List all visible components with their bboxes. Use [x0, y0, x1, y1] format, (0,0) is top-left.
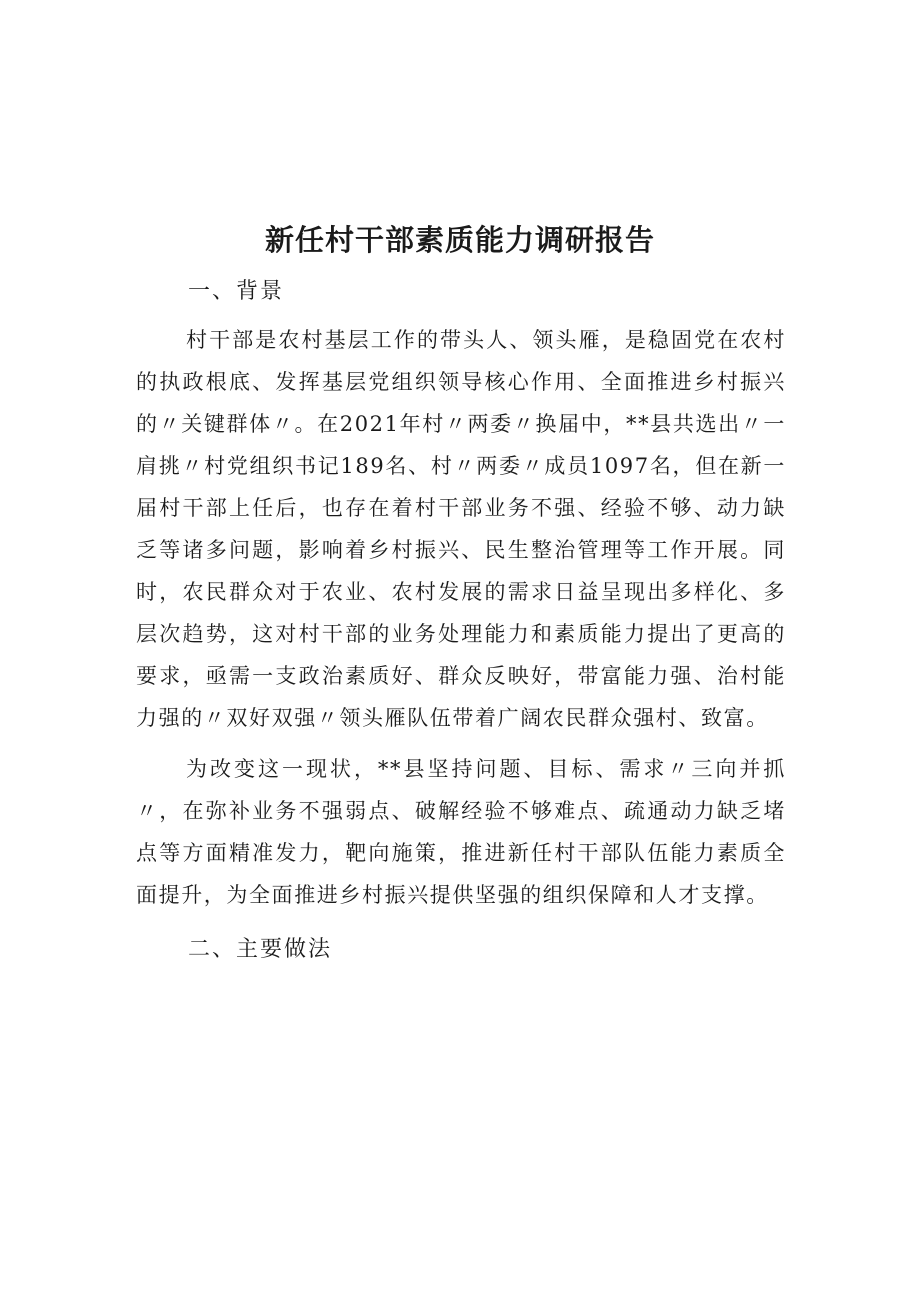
paragraph-response: 为改变这一现状，**县坚持问题、目标、需求〃三向并抓〃，在弥补业务不强弱点、破解经验不够难点、疏通动力缺乏堵点等方面精准发力，靶向施策，推进新任村干部队伍能力素质全面提升，为全面推进乡村振兴提供坚强的组织保障和人才支撑。 — [136, 757, 786, 907]
document-title: 新任村干部素质能力调研报告 — [264, 223, 655, 257]
section-heading-background: 一、背景 — [188, 279, 285, 304]
paragraph-background: 村干部是农村基层工作的带头人、领头雁，是稳固党在农村的执政根底、发挥基层党组织领导核心作用、全面推进乡村振兴的〃关键群体〃。在2021年村〃两委〃换届中，**县共选出〃一肩挑〃村党组织书记189名、村〃两委〃成员1097名，但在新一届村干部上任后，也存在着村干部业务不强、经验不够、动力缺乏等诸多问题，影响着乡村振兴、民生整治管理等工作开展。同时，农民群众对于农业、农村发展的需求日益呈现出多样化、多层次趋势，这对村干部的业务处理能力和素质能力提出了更高的要求，亟需一支政治素质好、群众反映好，带富能力强、治村能力强的〃双好双强〃领头雁队伍带着广阔农民群众强村、致富。 — [136, 328, 786, 730]
section-heading-main-practices: 二、主要做法 — [188, 937, 333, 962]
